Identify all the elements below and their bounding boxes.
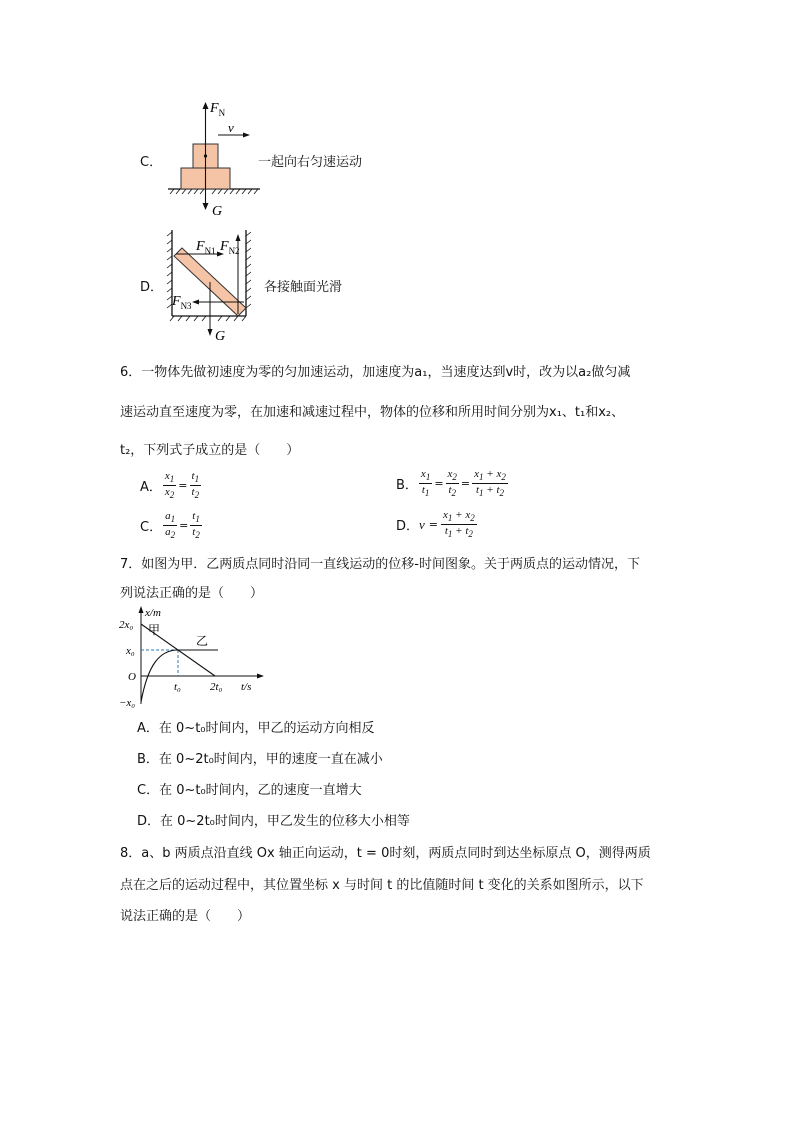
jia-label: 甲 (148, 623, 161, 637)
y-tick-x0: x₀ (126, 645, 135, 657)
g-label: G (212, 204, 223, 218)
option-c-label: C． (140, 520, 163, 536)
q6-line2: 速运动直至速度为零，在加速和减速过程中，物体的位移和所用时间分别为x₁、t₁和x₂、 (120, 405, 625, 420)
fn1-label: $F_{N1}$ (196, 239, 216, 256)
q8-line3: 说法正确的是（ ） (120, 909, 251, 924)
frac-t1-t2: $\frac{t_1}{t_2}$ (191, 470, 200, 501)
q8-line2: 点在之后的运动过程中，其位置坐标 x 与时间 t 的比值随时间 t 变化的关系如图所示，以下 (120, 878, 644, 893)
q6-option-b[interactable]: B． $\frac{x_1}{t_1}$ = $\frac{x_2}{t_2}$ = $\frac{x_1 + x_2}{t_1 + t_2}$ (396, 468, 506, 499)
v-label: v (228, 120, 234, 135)
option-c-label: C． (140, 155, 163, 170)
figure-c-caption: 一起向右匀速运动 (258, 155, 363, 170)
frac-x1-x2: $\frac{x_1}{x_2}$ (164, 470, 175, 501)
fn3-arrow (192, 300, 199, 305)
x-tick-t0: t₀ (174, 681, 181, 693)
q7-line1: 7．如图为甲．乙两质点同时沿同一直线运动的位移-时间图象。关于两质点的运动情况，下 (120, 557, 640, 572)
figure-d-caption: 各接触面光滑 (264, 280, 343, 295)
option-d-label: D． (140, 280, 164, 295)
x-axis-label: t/s (241, 681, 252, 693)
fn3-label: $F_{N3}$ (172, 294, 192, 311)
origin-label: O (128, 671, 136, 683)
x-tick-2t0: 2t₀ (210, 681, 223, 693)
fn2-label: $F_{N2}$ (220, 239, 240, 256)
q7-xt-graph (118, 604, 268, 712)
option-d-label: D． (396, 519, 420, 535)
q7-option-b[interactable]: B．在 0~2t₀时间内，甲的速度一直在减小 (137, 752, 383, 767)
y-axis-label: x/m (145, 607, 161, 619)
q7-option-d[interactable]: D．在 0~2t₀时间内，甲乙发生的位移大小相等 (137, 814, 410, 829)
option-a-label: A． (140, 480, 162, 496)
fn-label: $F_N$ (210, 101, 226, 118)
q7-line2: 列说法正确的是（ ） (120, 586, 264, 601)
q6-option-c[interactable]: C． $\frac{a_1}{a_2}$ = $\frac{t_1}{t_2}$ (140, 510, 200, 541)
q6-line1: 6．一物体先做初速度为零的匀加速运动，加速度为a₁，当速度达到v时，改为以a₂做匀减 (120, 365, 631, 380)
option-b-label: B． (396, 478, 418, 494)
gravity-arrow (203, 203, 209, 210)
y-tick-neg-x0: −x₀ (119, 697, 136, 709)
velocity-arrow (243, 133, 250, 138)
figure-c-block-diagram (160, 96, 270, 218)
normal-force-arrow (203, 102, 209, 109)
q6-option-d[interactable]: D． v = $\frac{x_1 + x_2}{t_1 + t_2}$ (396, 509, 475, 540)
fn2-arrow (236, 234, 241, 241)
gravity-arrow (208, 329, 213, 336)
q6-line3: t₂，下列式子成立的是（ ） (120, 443, 300, 458)
q8-line1: 8．a、b 两质点沿直线 Ox 轴正向运动，t = 0时刻，两质点同时到达坐标原点 O，测得两质 (120, 846, 651, 861)
q7-option-a[interactable]: A．在 0~t₀时间内，甲乙的运动方向相反 (137, 721, 375, 736)
figure-d-rod-diagram (160, 226, 260, 346)
q7-option-c[interactable]: C．在 0~t₀时间内，乙的速度一直增大 (137, 783, 362, 798)
ground-hatching (170, 189, 258, 194)
yi-label: 乙 (196, 634, 209, 648)
g-label: G (215, 329, 226, 344)
q6-option-a[interactable]: A． $\frac{x_1}{x_2}$ = $\frac{t_1}{t_2}$ (140, 470, 200, 501)
y-tick-2x0: 2x₀ (119, 619, 134, 631)
